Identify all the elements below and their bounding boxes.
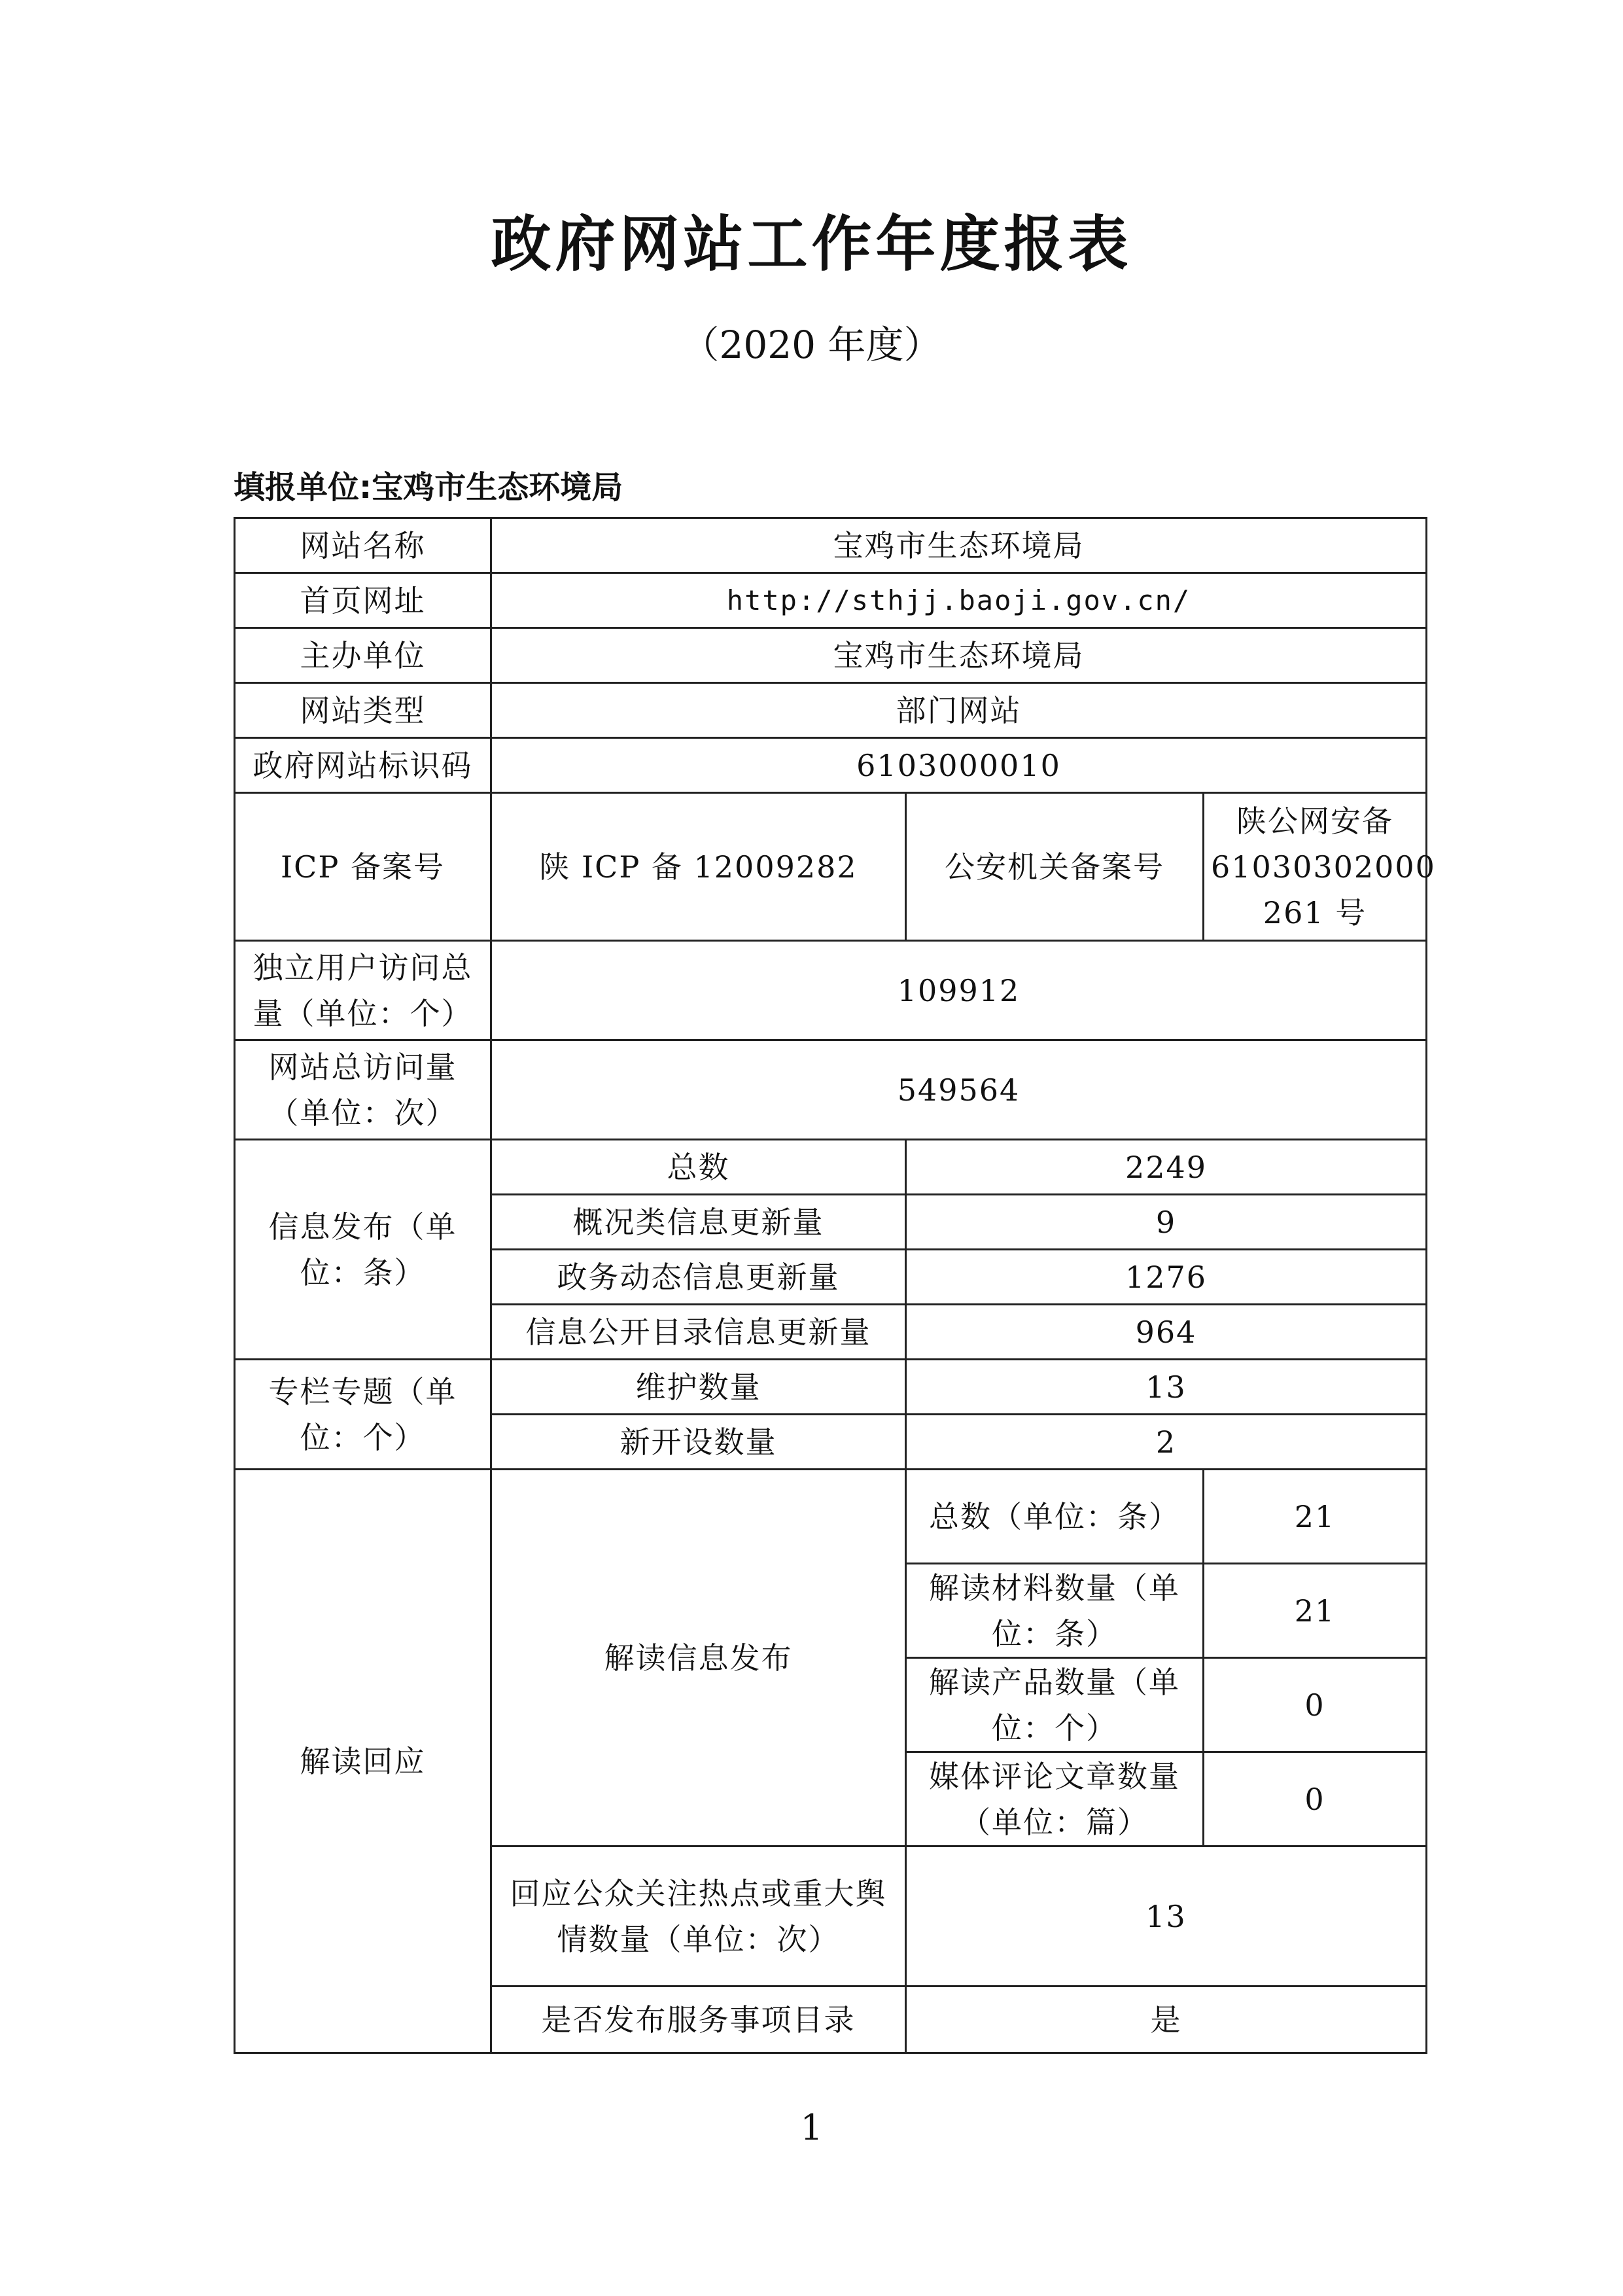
interpretation-sub-label: 解读信息发布 [491, 1470, 906, 1846]
row-columns-maintained [235, 1360, 1427, 1415]
homepage-label: 首页网址 [235, 573, 491, 628]
info-total-label: 总数 [491, 1140, 906, 1195]
interp-products-value: 0 [1204, 1658, 1427, 1752]
info-overview-label: 概况类信息更新量 [491, 1195, 906, 1250]
report-year: （2020 年度） [681, 323, 942, 367]
row-interp-total [235, 1470, 1427, 1564]
service-catalog-label: 是否发布服务事项目录 [491, 1987, 906, 2053]
interp-materials-value: 21 [1204, 1564, 1427, 1658]
page-number: 1 [800, 2107, 823, 2148]
row-icp [235, 793, 1427, 941]
columns-maintained-label: 维护数量 [491, 1360, 906, 1415]
info-affairs-value: 1276 [906, 1250, 1427, 1305]
row-site-code [235, 738, 1427, 793]
site-code-label: 政府网站标识码 [235, 738, 491, 793]
interpretation-label: 解读回应 [235, 1470, 491, 2053]
info-affairs-label: 政务动态信息更新量 [491, 1250, 906, 1305]
site-type-label: 网站类型 [235, 683, 491, 738]
site-code-value: 6103000010 [491, 738, 1427, 793]
row-site-name [235, 518, 1427, 573]
total-visits-label: 网站总访问量（单位：次） [235, 1040, 491, 1140]
info-total-value: 2249 [906, 1140, 1427, 1195]
columns-maintained-value: 13 [906, 1360, 1427, 1415]
columns-label: 专栏专题（单位：个） [235, 1360, 491, 1470]
row-unique-visitors [235, 941, 1427, 1040]
sponsor-value: 宝鸡市生态环境局 [491, 628, 1427, 683]
icp-label: ICP 备案号 [235, 793, 491, 941]
interp-total-label: 总数（单位：条） [906, 1470, 1204, 1564]
info-overview-value: 9 [906, 1195, 1427, 1250]
interp-total-value: 21 [1204, 1470, 1427, 1564]
row-homepage [235, 573, 1427, 628]
total-visits-value: 549564 [491, 1040, 1427, 1140]
hotspot-value: 13 [906, 1846, 1427, 1987]
interp-media-value: 0 [1204, 1752, 1427, 1846]
site-name-value: 宝鸡市生态环境局 [491, 518, 1427, 573]
columns-new-value: 2 [906, 1415, 1427, 1470]
sponsor-label: 主办单位 [235, 628, 491, 683]
row-info-total [235, 1140, 1427, 1195]
service-catalog-value: 是 [906, 1987, 1427, 2053]
report-table [234, 517, 1436, 2054]
row-site-type [235, 683, 1427, 738]
interp-media-label: 媒体评论文章数量（单位：篇） [906, 1752, 1204, 1846]
interp-materials-label: 解读材料数量（单位：条） [906, 1564, 1204, 1658]
site-type-value: 部门网站 [491, 683, 1427, 738]
info-catalog-label: 信息公开目录信息更新量 [491, 1305, 906, 1360]
homepage-value: http://sthjj.baoji.gov.cn/ [491, 573, 1427, 628]
info-catalog-value: 964 [906, 1305, 1427, 1360]
police-record-value: 陕公网安备 61030302000 261 号 [1204, 793, 1427, 941]
unique-visitors-value: 109912 [491, 941, 1427, 1040]
interp-products-label: 解读产品数量（单位：个） [906, 1658, 1204, 1752]
hotspot-label: 回应公众关注热点或重大舆情数量（单位：次） [491, 1846, 906, 1987]
filing-unit: 填报单位:宝鸡市生态环境局 [234, 469, 623, 506]
columns-new-label: 新开设数量 [491, 1415, 906, 1470]
row-sponsor [235, 628, 1427, 683]
unique-visitors-label: 独立用户访问总量（单位：个） [235, 941, 491, 1040]
report-title: 政府网站工作年度报表 [491, 209, 1132, 279]
site-name-label: 网站名称 [235, 518, 491, 573]
icp-value: 陕 ICP 备 12009282 [491, 793, 906, 941]
info-publish-label: 信息发布（单位：条） [235, 1140, 491, 1360]
police-record-label: 公安机关备案号 [906, 793, 1204, 941]
row-total-visits [235, 1040, 1427, 1140]
